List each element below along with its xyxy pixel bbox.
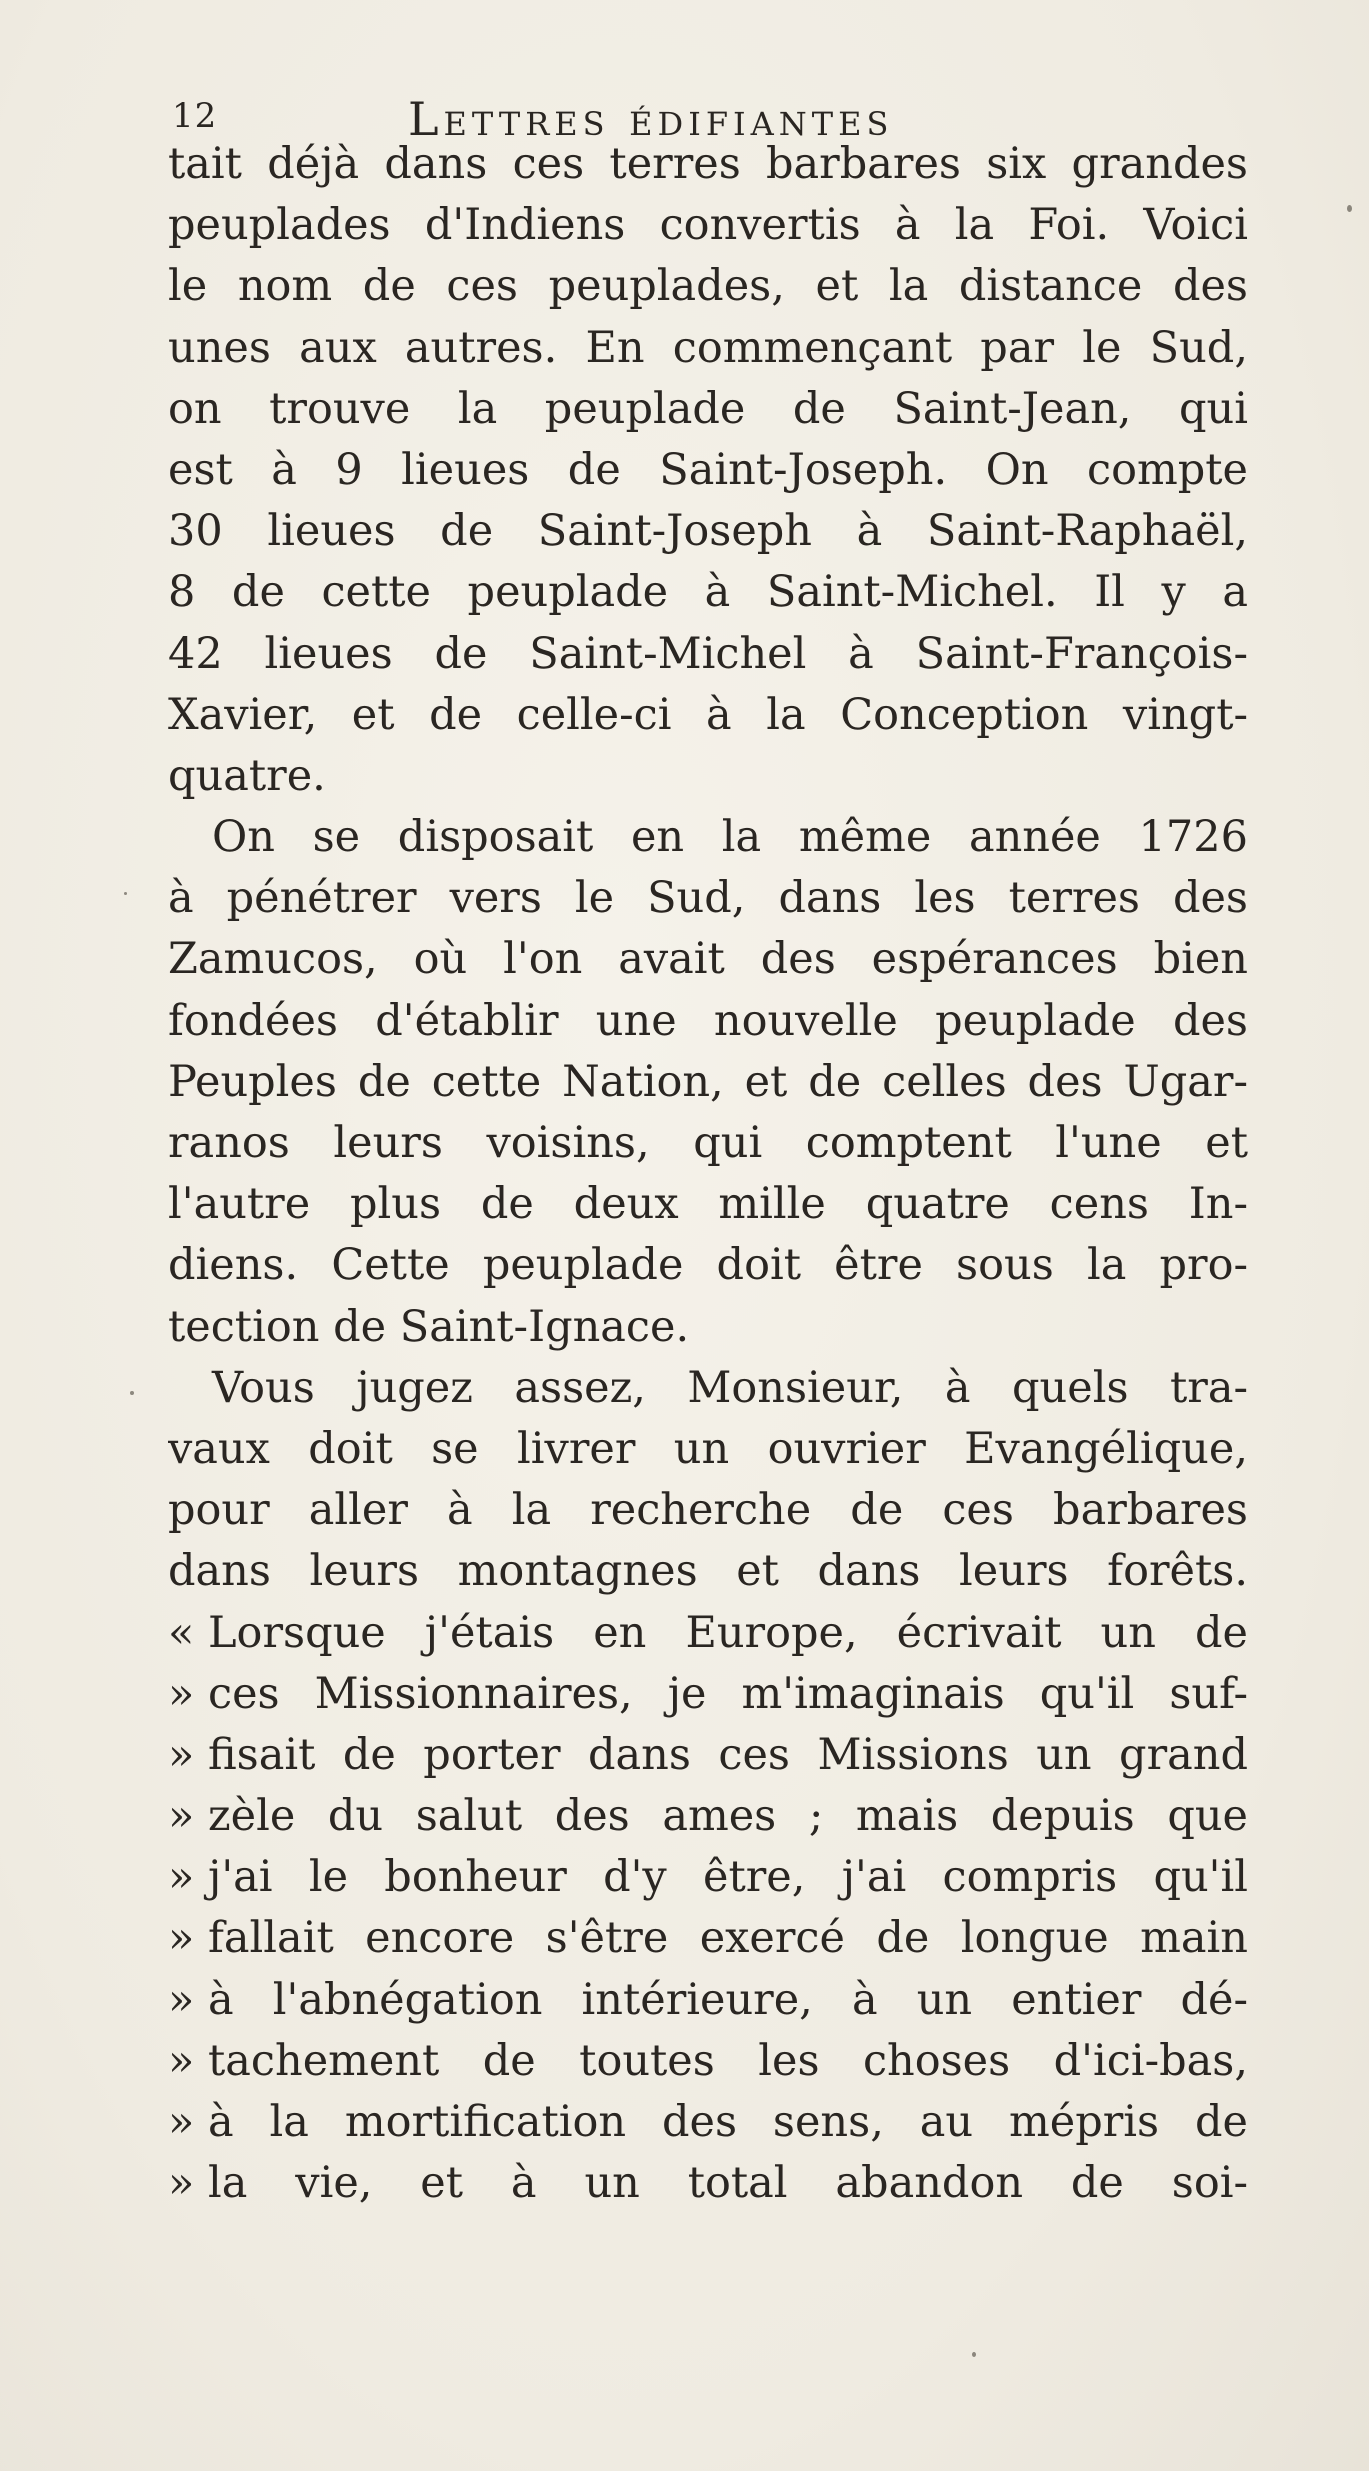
quote-text: ces Missionnaires, je m'imaginais qu'il suf- <box>208 1668 1248 1719</box>
quote-mark: » <box>168 1974 195 2025</box>
text-line: peuplades d'Indiens convertis à la Foi. Voici <box>168 200 1248 251</box>
text-line: fondées d'établir une nouvelle peuplade des <box>168 995 1248 1046</box>
quote-mark: » <box>168 2097 195 2147</box>
text-line: 30 lieues de Saint-Joseph à Saint-Raphaël, <box>168 506 1248 557</box>
quote-line <box>168 1786 1248 1847</box>
quote-text: Lorsque j'étais en Europe, écrivait un de <box>208 1607 1248 1658</box>
text-line: 42 lieues de Saint-Michel à Saint-François- <box>168 628 1248 679</box>
text-line: dans leurs montagnes et dans leurs forêts. <box>168 1546 1248 1597</box>
paragraph-end-line: quatre. <box>168 750 326 801</box>
text-line: est à 9 lieues de Saint-Joseph. On compte <box>168 444 1248 495</box>
paper-speck <box>1347 205 1352 212</box>
body-text <box>168 134 1248 2214</box>
paragraph-end-line: tection de Saint-Ignace. <box>168 1301 690 1352</box>
quote-mark: » <box>168 2158 195 2209</box>
quote-mark: » <box>168 1913 195 1964</box>
quote-line <box>168 1664 1248 1725</box>
text-line: ranos leurs voisins, qui comptent l'une et <box>168 1118 1248 1168</box>
quote-text: j'ai le bonheur d'y être, j'ai compris qu'il <box>208 1852 1248 1903</box>
quote-text: à l'abnégation intérieure, à un entier dé- <box>208 1974 1248 2025</box>
text-line: le nom de ces peuplades, et la distance des <box>168 261 1248 312</box>
quote-text: fallait encore s'être exercé de longue main <box>208 1913 1248 1964</box>
text-line: Peuples de cette Nation, et de celles des Ugar- <box>168 1056 1248 1107</box>
quote-mark: » <box>168 1852 195 1903</box>
quote-line <box>168 1847 1248 1908</box>
paper-speck <box>130 1391 134 1395</box>
quote-line <box>168 2092 1248 2153</box>
quote-text: la vie, et à un total abandon de soi- <box>208 2158 1248 2209</box>
text-line: pour aller à la recherche de ces barbares <box>168 1485 1248 1536</box>
quote-mark: « <box>168 1607 195 1658</box>
quote-mark: » <box>168 1668 195 1719</box>
quote-text: tachement de toutes les choses d'ici-bas, <box>208 2035 1248 2086</box>
page-number: 12 <box>172 96 218 136</box>
paper-speck <box>972 2352 976 2357</box>
text-line: diens. Cette peuplade doit être sous la pro- <box>168 1240 1248 1291</box>
quote-line <box>168 1603 1248 1664</box>
quote-mark: » <box>168 2035 195 2086</box>
running-title: Lettres édifiantes <box>408 92 894 146</box>
quote-line <box>168 1908 1248 1969</box>
text-line: tait déjà dans ces terres barbares six grandes <box>168 139 1248 189</box>
quote-mark: » <box>168 1729 195 1780</box>
quote-line <box>168 2031 1248 2092</box>
text-line: on trouve la peuplade de Saint-Jean, qui <box>168 383 1248 434</box>
quote-text: à la mortification des sens, au mépris de <box>208 2097 1248 2147</box>
paragraph-start-line: On se disposait en la même année 1726 <box>212 812 1248 863</box>
text-line: l'autre plus de deux mille quatre cens In- <box>168 1179 1248 1230</box>
paper-speck <box>124 892 127 895</box>
text-line: à pénétrer vers le Sud, dans les terres des <box>168 873 1248 924</box>
text-line: vaux doit se livrer un ouvrier Evangélique, <box>168 1423 1248 1474</box>
quote-text: zèle du salut des ames ; mais depuis que <box>208 1791 1248 1842</box>
paragraph-start-line: Vous jugez assez, Monsieur, à quels tra- <box>212 1362 1248 1413</box>
quote-line <box>168 2153 1248 2214</box>
quote-line <box>168 1970 1248 2031</box>
text-line: Xavier, et de celle-ci à la Conception vingt- <box>168 689 1248 740</box>
text-line: 8 de cette peuplade à Saint-Michel. Il y a <box>168 567 1248 618</box>
text-line: unes aux autres. En commençant par le Sud, <box>168 322 1248 373</box>
quote-mark: » <box>168 1791 195 1842</box>
quote-line <box>168 1725 1248 1786</box>
quote-text: fisait de porter dans ces Missions un grand <box>208 1729 1248 1780</box>
text-line: Zamucos, où l'on avait des espérances bien <box>168 934 1248 985</box>
